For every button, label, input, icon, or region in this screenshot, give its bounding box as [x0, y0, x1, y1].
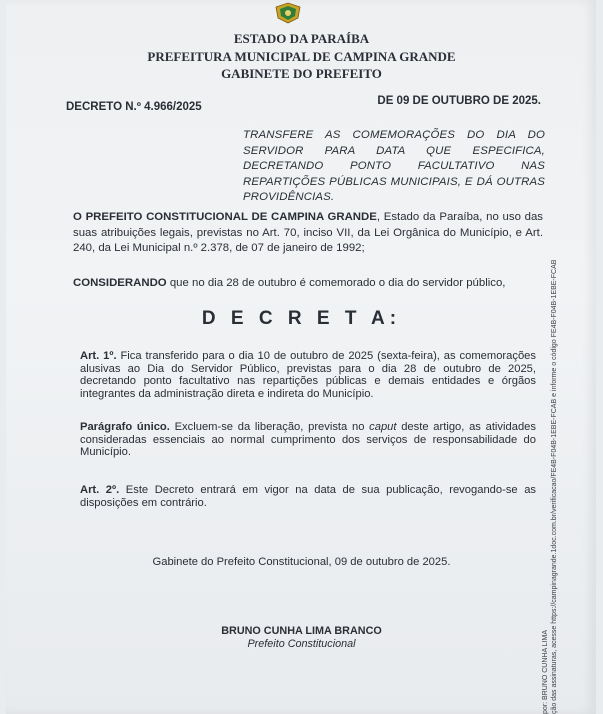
header-municipality: PREFEITURA MUNICIPAL DE CAMPINA GRANDE [147, 49, 456, 64]
decreta-heading: D E C R E T A: [201, 308, 402, 329]
decree-summary: TRANSFERE AS COMEMORAÇÕES DO DIA DO SERVIDOR PARA DATA QUE ESPECIFICA, DECRETANDO PONTO FACULTATIVO NAS REPARTIÇÕES PÚBLICAS MUNICIPAIS, E DÁ OUTRAS PROVIDÊNCIAS. [243, 129, 545, 203]
paragrafo-text-a: Excluem-se da liberação, prevista no [169, 421, 370, 433]
considerando-lead: CONSIDERANDO [73, 277, 167, 289]
paragrafo-text-b: deste artigo, as atividades consideradas essenciais ao normal cumprimento dos serviços de responsabilidade do Município. [80, 421, 536, 458]
preamble-lead: O PREFEITO CONSTITUCIONAL DE CAMPINA GRANDE [73, 211, 377, 223]
paragrafo-unico [80, 421, 536, 459]
article-2-lead: Art. 2º. [80, 484, 120, 496]
considerando-text: que no dia 28 de outubro é comemorado o dia do servidor público, [166, 277, 506, 289]
article-2 [80, 484, 536, 509]
preamble [73, 210, 543, 257]
paragrafo-caput: caput [369, 421, 397, 433]
preamble-text: , Estado da Paraíba, no uso das suas atribuições legais, previstas no Art. 70, inciso VII, da Lei Orgânica do Município, e Art. 240, da Lei Municipal n.º 2.378, de 07 de janeiro de 1992; [73, 211, 543, 254]
header-state: ESTADO DA PARAÍBA [233, 31, 370, 46]
article-1-text: Fica transferido para o dia 10 de outubro de 2025 (sexta-feira), as comemorações alusivas ao Dia do Servidor Público, previstas para o dia 28 de outubro de 2025, decretando ponto facultativo nas repartições públicas e demais entidades e órgãos integrantes da administração direta e indireta do Município. [80, 350, 536, 400]
decree-date: DE 09 DE OUTUBRO DE 2025. [377, 95, 541, 107]
coat-of-arms-icon [273, 2, 303, 24]
side-verification-line: ção das assinaturas, acesse https://campinagrande.1doc.com.br/verificacao/FE4B-F04B-1EBE-FCAB e informe o código FE4B-F04B-1EBE-FCAB [551, 259, 558, 714]
decree-number: DECRETO N.º 4.966/2025 [66, 101, 202, 113]
signature-role: Prefeito Constitucional [247, 638, 356, 650]
considerando [73, 276, 543, 292]
signature-name: BRUNO CUNHA LIMA BRANCO [221, 625, 382, 637]
article-1 [80, 350, 536, 400]
header-office: GABINETE DO PREFEITO [221, 66, 382, 81]
article-1-lead: Art. 1º. [80, 350, 117, 362]
paragrafo-lead: Parágrafo único. [80, 421, 170, 433]
side-signature-line: por: BRUNO CUNHA LIMA [542, 629, 549, 714]
article-2-text: Este Decreto entrará em vigor na data de sua publicação, revogando-se as disposições em contrário. [80, 484, 537, 509]
closing-line: Gabinete do Prefeito Constitucional, 09 de outubro de 2025. [152, 556, 451, 568]
